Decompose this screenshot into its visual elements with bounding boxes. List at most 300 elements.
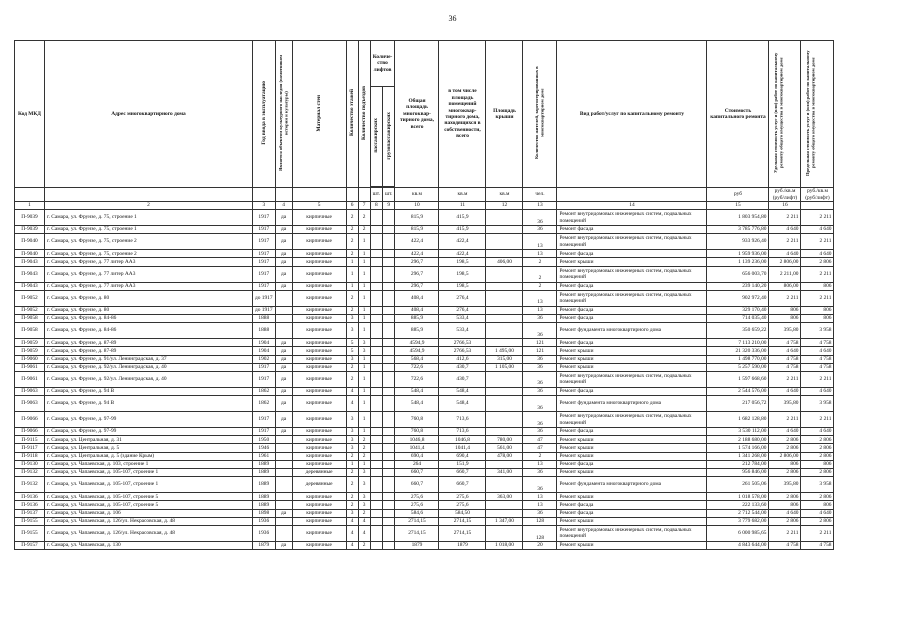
- cell-res: 36: [523, 412, 557, 428]
- cell-uc: 395,80: [769, 323, 801, 339]
- cell-res: 2: [523, 282, 557, 290]
- cell-at: 760,8: [395, 428, 439, 436]
- cell-wall: деревянные: [292, 469, 346, 477]
- cell-cost: 1 574 166,00: [707, 444, 769, 452]
- cell-lc: [383, 460, 395, 468]
- cell-ao: 548,4: [439, 396, 486, 412]
- cell-res: 36: [523, 363, 557, 371]
- table-row: [15, 525, 834, 541]
- cell-uc: 2 806: [769, 436, 801, 444]
- cell-year: 1862: [253, 396, 276, 412]
- cell-code: П-9155: [15, 517, 45, 525]
- cell-wall: кирпичные: [292, 363, 346, 371]
- cell-uc: 2 806: [769, 444, 801, 452]
- cell-code: П-9132: [15, 477, 45, 493]
- cell-code: П-9059: [15, 347, 45, 355]
- cell-lc: [383, 396, 395, 412]
- cell-cost: 21 320 336,00: [707, 347, 769, 355]
- cell-addr: г. Самара, ул. Фрунзе, д. 87-89: [45, 339, 253, 347]
- cell-fl: 2: [346, 469, 358, 477]
- cell-fl: 4: [346, 387, 358, 395]
- cell-cost: 3 785 776,80: [707, 226, 769, 234]
- cell-code: П-9155: [15, 525, 45, 541]
- cell-res: 2: [523, 452, 557, 460]
- cell-roof: [486, 323, 523, 339]
- cell-lc: [383, 210, 395, 226]
- cell-ent: 2: [358, 509, 370, 517]
- cell-cost: 1 682 128,80: [707, 412, 769, 428]
- cell-addr: г. Самара, ул. Фрунзе, д. 97-99: [45, 428, 253, 436]
- cell-cost: 1 597 668,60: [707, 371, 769, 387]
- cell-cost: 239 140,20: [707, 282, 769, 290]
- table-row: [15, 290, 834, 306]
- cell-code: П-9063: [15, 396, 45, 412]
- cell-fl: 5: [346, 339, 358, 347]
- cell-mc: 2 806: [801, 258, 834, 266]
- cell-at: 1046,8: [395, 436, 439, 444]
- cell-code: П-9043: [15, 282, 45, 290]
- cell-her: да: [275, 396, 292, 412]
- cell-mc: 806: [801, 460, 834, 468]
- cell-addr: г. Самара, ул. Фрунзе, д. 97-99: [45, 412, 253, 428]
- table-row: [15, 347, 834, 355]
- cell-year: 1889: [253, 469, 276, 477]
- cell-lp: [370, 355, 382, 363]
- cell-res: 128: [523, 525, 557, 541]
- cell-roof: [486, 339, 523, 347]
- cell-ent: 2: [358, 444, 370, 452]
- cell-work: Ремонт внутридомовых инженерных систем, подвальных помещений: [557, 525, 707, 541]
- cell-ao: 430,7: [439, 371, 486, 387]
- cell-fl: 3: [346, 444, 358, 452]
- cell-res: 36: [523, 469, 557, 477]
- cell-addr: г. Самара, ул. Фрунзе, д. 94 В: [45, 387, 253, 395]
- cell-ao: 1879: [439, 541, 486, 549]
- cell-work: Ремонт фундамента многоквартирного дома: [557, 323, 707, 339]
- cell-fl: 3: [346, 314, 358, 322]
- cell-uc: 806: [769, 306, 801, 314]
- cell-work: Ремонт фасада: [557, 282, 707, 290]
- cell-mc: 806: [801, 314, 834, 322]
- cell-lc: [383, 290, 395, 306]
- cell-ao: 422,4: [439, 234, 486, 250]
- cell-fl: 2: [346, 501, 358, 509]
- cell-her: [275, 452, 292, 460]
- cell-mc: 2 806: [801, 469, 834, 477]
- cell-fl: 3: [346, 412, 358, 428]
- cell-res: 36: [523, 509, 557, 517]
- cell-at: 296,7: [395, 282, 439, 290]
- header-code: Код МКД: [15, 41, 45, 188]
- cell-year: 1917: [253, 250, 276, 258]
- cell-mc: 2 211: [801, 290, 834, 306]
- cell-wall: кирпичные: [292, 323, 346, 339]
- cell-roof: [486, 501, 523, 509]
- cell-cost: 933 926,40: [707, 234, 769, 250]
- cell-cost: 1 018 578,00: [707, 493, 769, 501]
- cell-at: 568,4: [395, 355, 439, 363]
- cell-her: да: [275, 339, 292, 347]
- cell-roof: [486, 226, 523, 234]
- cell-addr: г. Самара, ул. Чапаевская, д. 106: [45, 509, 253, 517]
- cell-wall: деревянные: [292, 477, 346, 493]
- cell-roof: 363,00: [486, 493, 523, 501]
- cell-res: 36: [523, 226, 557, 234]
- table-row: [15, 493, 834, 501]
- header-lifts: Количе-ство лифтов: [370, 41, 395, 87]
- cell-uc: 2 806,00: [769, 258, 801, 266]
- cell-res: 36: [523, 387, 557, 395]
- cell-cost: 656 003,70: [707, 266, 769, 282]
- cell-code: П-9063: [15, 387, 45, 395]
- table-row: [15, 266, 834, 282]
- cell-work: Ремонт фасада: [557, 501, 707, 509]
- cell-at: 660,7: [395, 469, 439, 477]
- cell-wall: кирпичные: [292, 371, 346, 387]
- cell-ao: 275,6: [439, 501, 486, 509]
- cell-roof: [486, 250, 523, 258]
- cell-lc: [383, 444, 395, 452]
- cell-lc: [383, 428, 395, 436]
- cell-res: 36: [523, 371, 557, 387]
- cell-uc: 2 211: [769, 525, 801, 541]
- cell-lp: [370, 347, 382, 355]
- cell-year: 1917: [253, 210, 276, 226]
- cell-cost: 6 000 985,65: [707, 525, 769, 541]
- header-work: Вид работ/услуг по капитальному ремонту: [557, 41, 707, 188]
- cell-uc: 806,00: [769, 282, 801, 290]
- cell-ent: 3: [358, 339, 370, 347]
- table-row: [15, 387, 834, 395]
- cell-work: Ремонт фасада: [557, 339, 707, 347]
- cell-at: 275,6: [395, 501, 439, 509]
- cell-lp: [370, 541, 382, 549]
- cell-cost: 329 170,40: [707, 306, 769, 314]
- cell-lp: [370, 436, 382, 444]
- cell-code: П-9060: [15, 355, 45, 363]
- cell-ent: 2: [358, 226, 370, 234]
- cell-at: 1041,4: [395, 444, 439, 452]
- cell-her: да: [275, 226, 292, 234]
- cell-her: [275, 314, 292, 322]
- cell-ent: 3: [358, 469, 370, 477]
- table-row: [15, 323, 834, 339]
- cell-ao: 548,4: [439, 387, 486, 395]
- cell-res: 20: [523, 541, 557, 549]
- cell-fl: 4: [346, 517, 358, 525]
- cell-wall: кирпичные: [292, 541, 346, 549]
- cell-her: [275, 306, 292, 314]
- header-area-owned: в том числе площадь помещений многоквар-тирного дома, находящихся в собственности, всего: [439, 41, 486, 188]
- cell-addr: г. Самара, ул. Центральная, д. 5 (здание Крым): [45, 452, 253, 460]
- cell-lc: [383, 509, 395, 517]
- cell-mc: 4 758: [801, 339, 834, 347]
- cell-uc: 4 640: [769, 226, 801, 234]
- cell-ent: 1: [358, 266, 370, 282]
- cell-mc: 2 211: [801, 371, 834, 387]
- cell-mc: 4 758: [801, 541, 834, 549]
- cell-year: 1917: [253, 428, 276, 436]
- cell-addr: г. Самара, ул. Фрунзе, д. 94 В: [45, 396, 253, 412]
- table-row: [15, 282, 834, 290]
- cell-year: 1904: [253, 347, 276, 355]
- cell-res: 36: [523, 323, 557, 339]
- cell-roof: [486, 509, 523, 517]
- cell-lp: [370, 525, 382, 541]
- cell-at: 264: [395, 460, 439, 468]
- cell-addr: г. Самара, ул. Чапаевская, д. 105-107, строение 5: [45, 501, 253, 509]
- cell-fl: 1: [346, 266, 358, 282]
- cell-lc: [383, 250, 395, 258]
- cell-lp: [370, 371, 382, 387]
- cell-fl: 2: [346, 452, 358, 460]
- cell-uc: 2 806: [769, 493, 801, 501]
- cell-res: 47: [523, 436, 557, 444]
- cell-lc: [383, 363, 395, 371]
- cell-fl: 2: [346, 226, 358, 234]
- cell-lc: [383, 541, 395, 549]
- cell-her: [275, 323, 292, 339]
- cell-her: да: [275, 282, 292, 290]
- cell-her: да: [275, 347, 292, 355]
- cell-cost: 2 712 544,00: [707, 509, 769, 517]
- cell-cost: 4 843 644,00: [707, 541, 769, 549]
- cell-addr: г. Самара, ул. Чапаевская, д. 126/ул. Некрасовская, д. 48: [45, 525, 253, 541]
- cell-wall: кирпичные: [292, 210, 346, 226]
- cell-uc: 2 211: [769, 290, 801, 306]
- cell-roof: 478,00: [486, 452, 523, 460]
- table-row: [15, 509, 834, 517]
- cell-ent: 2: [358, 436, 370, 444]
- cell-lp: [370, 282, 382, 290]
- cell-fl: 2: [346, 210, 358, 226]
- table-row: [15, 452, 834, 460]
- cell-work: Ремонт фасада: [557, 509, 707, 517]
- cell-addr: г. Самара, ул. Фрунзе, д. 91/ул. Ленинградская, д. 37: [45, 355, 253, 363]
- cell-uc: 4 758: [769, 363, 801, 371]
- cell-cost: 261 505,06: [707, 477, 769, 493]
- cell-wall: кирпичные: [292, 452, 346, 460]
- cell-addr: г. Самара, ул. Чапаевская, д. 130: [45, 541, 253, 549]
- cell-cost: 2 188 680,00: [707, 436, 769, 444]
- cell-lc: [383, 371, 395, 387]
- cell-addr: г. Самара, ул. Фрунзе, д. 77 литер АА3: [45, 282, 253, 290]
- table-row: [15, 210, 834, 226]
- cell-ao: 533,4: [439, 314, 486, 322]
- cell-res: 36: [523, 210, 557, 226]
- units-row: шт. шт. кв.м кв.м кв.м чел. руб руб./кв.м (руб/лифт) руб./кв.м (руб/лифт): [15, 188, 834, 202]
- cell-lc: [383, 469, 395, 477]
- cell-work: Ремонт крыши: [557, 541, 707, 549]
- cell-wall: кирпичные: [292, 306, 346, 314]
- table-row: [15, 339, 834, 347]
- cell-cost: 714 035,40: [707, 314, 769, 322]
- cell-her: [275, 290, 292, 306]
- cell-roof: [486, 412, 523, 428]
- cell-addr: г. Самара, ул. Чапаевская, д. 105-107, строение 5: [45, 493, 253, 501]
- cell-uc: 806: [769, 314, 801, 322]
- cell-year: 1917: [253, 282, 276, 290]
- cell-lp: [370, 452, 382, 460]
- cell-lc: [383, 282, 395, 290]
- cell-lp: [370, 339, 382, 347]
- cell-addr: г. Самара, ул. Чапаевская, д. 126/ул. Некрасовская, д. 48: [45, 517, 253, 525]
- cell-at: 690,4: [395, 452, 439, 460]
- cell-wall: кирпичные: [292, 517, 346, 525]
- table-row: [15, 469, 834, 477]
- header-entrances: Количество подъездов: [358, 41, 370, 188]
- cell-code: П-9061: [15, 363, 45, 371]
- cell-her: да: [275, 412, 292, 428]
- cell-work: Ремонт внутридомовых инженерных систем, подвальных помещений: [557, 266, 707, 282]
- cell-roof: 1 495,00: [486, 347, 523, 355]
- cell-roof: [486, 371, 523, 387]
- cell-lc: [383, 436, 395, 444]
- cell-code: П-9052: [15, 306, 45, 314]
- cell-ent: 4: [358, 517, 370, 525]
- cell-code: П-9118: [15, 452, 45, 460]
- cell-her: [275, 444, 292, 452]
- cell-cost: 7 113 210,00: [707, 339, 769, 347]
- cell-her: да: [275, 210, 292, 226]
- cell-uc: 806: [769, 501, 801, 509]
- table-row: [15, 306, 834, 314]
- cell-res: 13: [523, 460, 557, 468]
- cell-wall: кирпичные: [292, 509, 346, 517]
- cell-at: 1879: [395, 541, 439, 549]
- cell-her: да: [275, 371, 292, 387]
- cell-year: 1917: [253, 226, 276, 234]
- cell-code: П-9136: [15, 501, 45, 509]
- cell-code: П-9040: [15, 234, 45, 250]
- cell-her: да: [275, 387, 292, 395]
- cell-mc: 4 640: [801, 428, 834, 436]
- cell-lp: [370, 226, 382, 234]
- cell-at: 408,4: [395, 290, 439, 306]
- cell-ent: 1: [358, 363, 370, 371]
- cell-year: 1936: [253, 517, 276, 525]
- cell-lc: [383, 234, 395, 250]
- header-roof: Площадь крыши: [486, 41, 523, 188]
- cell-cost: 902 972,40: [707, 290, 769, 306]
- cell-lc: [383, 314, 395, 322]
- header-cost: Стоимость капитального ремонта: [707, 41, 769, 188]
- cell-lc: [383, 347, 395, 355]
- cell-ent: 2: [358, 452, 370, 460]
- cell-code: П-9130: [15, 460, 45, 468]
- cell-roof: 341,00: [486, 469, 523, 477]
- table-row: [15, 412, 834, 428]
- cell-year: 1946: [253, 444, 276, 452]
- cell-cost: 3 530 112,00: [707, 428, 769, 436]
- cell-year: 1961: [253, 452, 276, 460]
- cell-uc: 4 758: [769, 339, 801, 347]
- cell-lc: [383, 477, 395, 493]
- cell-fl: 4: [346, 541, 358, 549]
- cell-fl: 1: [346, 460, 358, 468]
- cell-addr: г. Самара, ул. Фрунзе, д. 75, строение 2: [45, 234, 253, 250]
- cell-cost: 1 959 936,00: [707, 250, 769, 258]
- cell-uc: 2 211: [769, 371, 801, 387]
- cell-work: Ремонт внутридомовых инженерных систем, подвальных помещений: [557, 210, 707, 226]
- cell-year: 1917: [253, 363, 276, 371]
- cell-work: Ремонт фасада: [557, 314, 707, 322]
- cell-ao: 2714,15: [439, 525, 486, 541]
- cell-lp: [370, 509, 382, 517]
- cell-code: П-9043: [15, 258, 45, 266]
- cell-wall: кирпичные: [292, 258, 346, 266]
- cell-code: П-9136: [15, 493, 45, 501]
- cell-ao: 430,7: [439, 363, 486, 371]
- cell-lc: [383, 226, 395, 234]
- cell-at: 815,9: [395, 210, 439, 226]
- cell-year: 1889: [253, 493, 276, 501]
- cell-ao: 198,5: [439, 282, 486, 290]
- cell-work: Ремонт фасада: [557, 250, 707, 258]
- header-unit-cost: Удельная стоимость услуг и (или) работ по капитальному ремонту общего имущества в многоквартирном доме: [769, 41, 801, 188]
- cell-res: 13: [523, 493, 557, 501]
- cell-at: 4594,9: [395, 347, 439, 355]
- cell-wall: кирпичные: [292, 412, 346, 428]
- page-number: 36: [448, 14, 457, 23]
- cell-work: Ремонт крыши: [557, 355, 707, 363]
- cell-wall: кирпичные: [292, 525, 346, 541]
- cell-fl: 2: [346, 371, 358, 387]
- cell-ent: 3: [358, 477, 370, 493]
- cell-lp: [370, 428, 382, 436]
- cell-mc: 2 211: [801, 234, 834, 250]
- cell-work: Ремонт крыши: [557, 493, 707, 501]
- table-row: [15, 541, 834, 549]
- cell-ent: 2: [358, 210, 370, 226]
- cell-addr: г. Самара, ул. Фрунзе, д. 75, строение 1: [45, 226, 253, 234]
- cell-year: 1936: [253, 525, 276, 541]
- cell-uc: 806: [769, 460, 801, 468]
- cell-uc: 4 640: [769, 347, 801, 355]
- cell-fl: 1: [346, 282, 358, 290]
- table-row: [15, 436, 834, 444]
- cell-lc: [383, 501, 395, 509]
- cell-ao: 415,9: [439, 210, 486, 226]
- cell-ent: 3: [358, 493, 370, 501]
- cell-mc: 2 806: [801, 493, 834, 501]
- cell-ao: 2766,53: [439, 339, 486, 347]
- cell-mc: 4 640: [801, 509, 834, 517]
- cell-ao: 198,5: [439, 258, 486, 266]
- cell-work: Ремонт внутридомовых инженерных систем, подвальных помещений: [557, 412, 707, 428]
- cell-at: 548,4: [395, 396, 439, 412]
- cell-code: П-9039: [15, 210, 45, 226]
- cell-code: П-9117: [15, 444, 45, 452]
- table-row: [15, 363, 834, 371]
- cell-wall: кирпичные: [292, 266, 346, 282]
- cell-ao: 276,4: [439, 306, 486, 314]
- cell-wall: кирпичные: [292, 493, 346, 501]
- cell-her: да: [275, 363, 292, 371]
- cell-her: [275, 501, 292, 509]
- cell-lp: [370, 363, 382, 371]
- cell-lp: [370, 210, 382, 226]
- cell-code: П-9115: [15, 436, 45, 444]
- cell-res: 13: [523, 501, 557, 509]
- cell-at: 722,6: [395, 363, 439, 371]
- cell-at: 2714,15: [395, 517, 439, 525]
- cell-lp: [370, 501, 382, 509]
- cell-addr: г. Самара, ул. Центральная, д. 31: [45, 436, 253, 444]
- cell-her: да: [275, 541, 292, 549]
- cell-her: да: [275, 250, 292, 258]
- capital-repair-table: [14, 40, 834, 550]
